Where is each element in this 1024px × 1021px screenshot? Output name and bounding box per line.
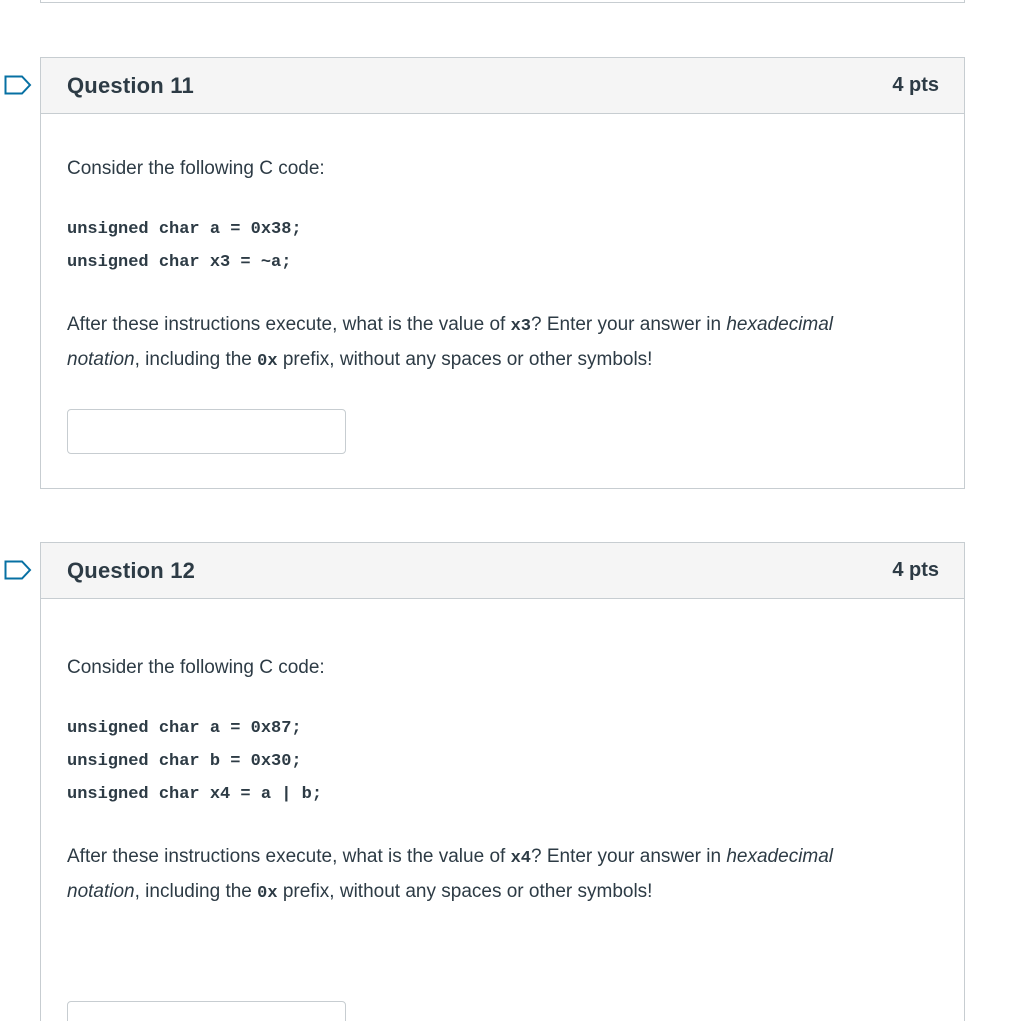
question-title: Question 11 (67, 72, 194, 98)
code-block (67, 213, 938, 279)
question-intro: Consider the following C code: (67, 158, 325, 179)
question-card (40, 542, 965, 1021)
flag-question-icon[interactable] (4, 560, 32, 580)
question-prompt: After these instructions execute, what is the value of x3? Enter your answer in hexadecimal notation, including the 0x prefix, without any spaces or other symbols! (67, 314, 834, 371)
code-line: unsigned char b = 0x30; (67, 752, 302, 771)
question-header (41, 58, 964, 114)
question-points: 4 pts (892, 559, 939, 581)
question-points: 4 pts (892, 74, 939, 96)
code-line: unsigned char x3 = ~a; (67, 253, 292, 272)
hex-prefix: 0x (257, 352, 278, 371)
question-body (41, 651, 964, 1021)
question-prompt: After these instructions execute, what is the value of x4? Enter your answer in hexadecimal notation, including the 0x prefix, without any spaces or other symbols! (67, 846, 834, 903)
flag-question-icon[interactable] (4, 75, 32, 95)
question-body (41, 152, 964, 454)
question-header (41, 543, 964, 599)
variable-name: x4 (510, 849, 531, 868)
previous-question-card-edge (40, 0, 965, 3)
question-title: Question 12 (67, 557, 196, 583)
variable-name: x3 (510, 317, 531, 336)
code-line: unsigned char a = 0x87; (67, 719, 302, 738)
code-line: unsigned char a = 0x38; (67, 220, 302, 239)
question-intro: Consider the following C code: (67, 657, 325, 678)
hex-prefix: 0x (257, 884, 278, 903)
code-line: unsigned char x4 = a | b; (67, 785, 323, 804)
answer-input[interactable] (67, 1001, 346, 1021)
code-block (67, 712, 938, 811)
question-card (40, 57, 965, 489)
answer-input[interactable] (67, 409, 346, 454)
